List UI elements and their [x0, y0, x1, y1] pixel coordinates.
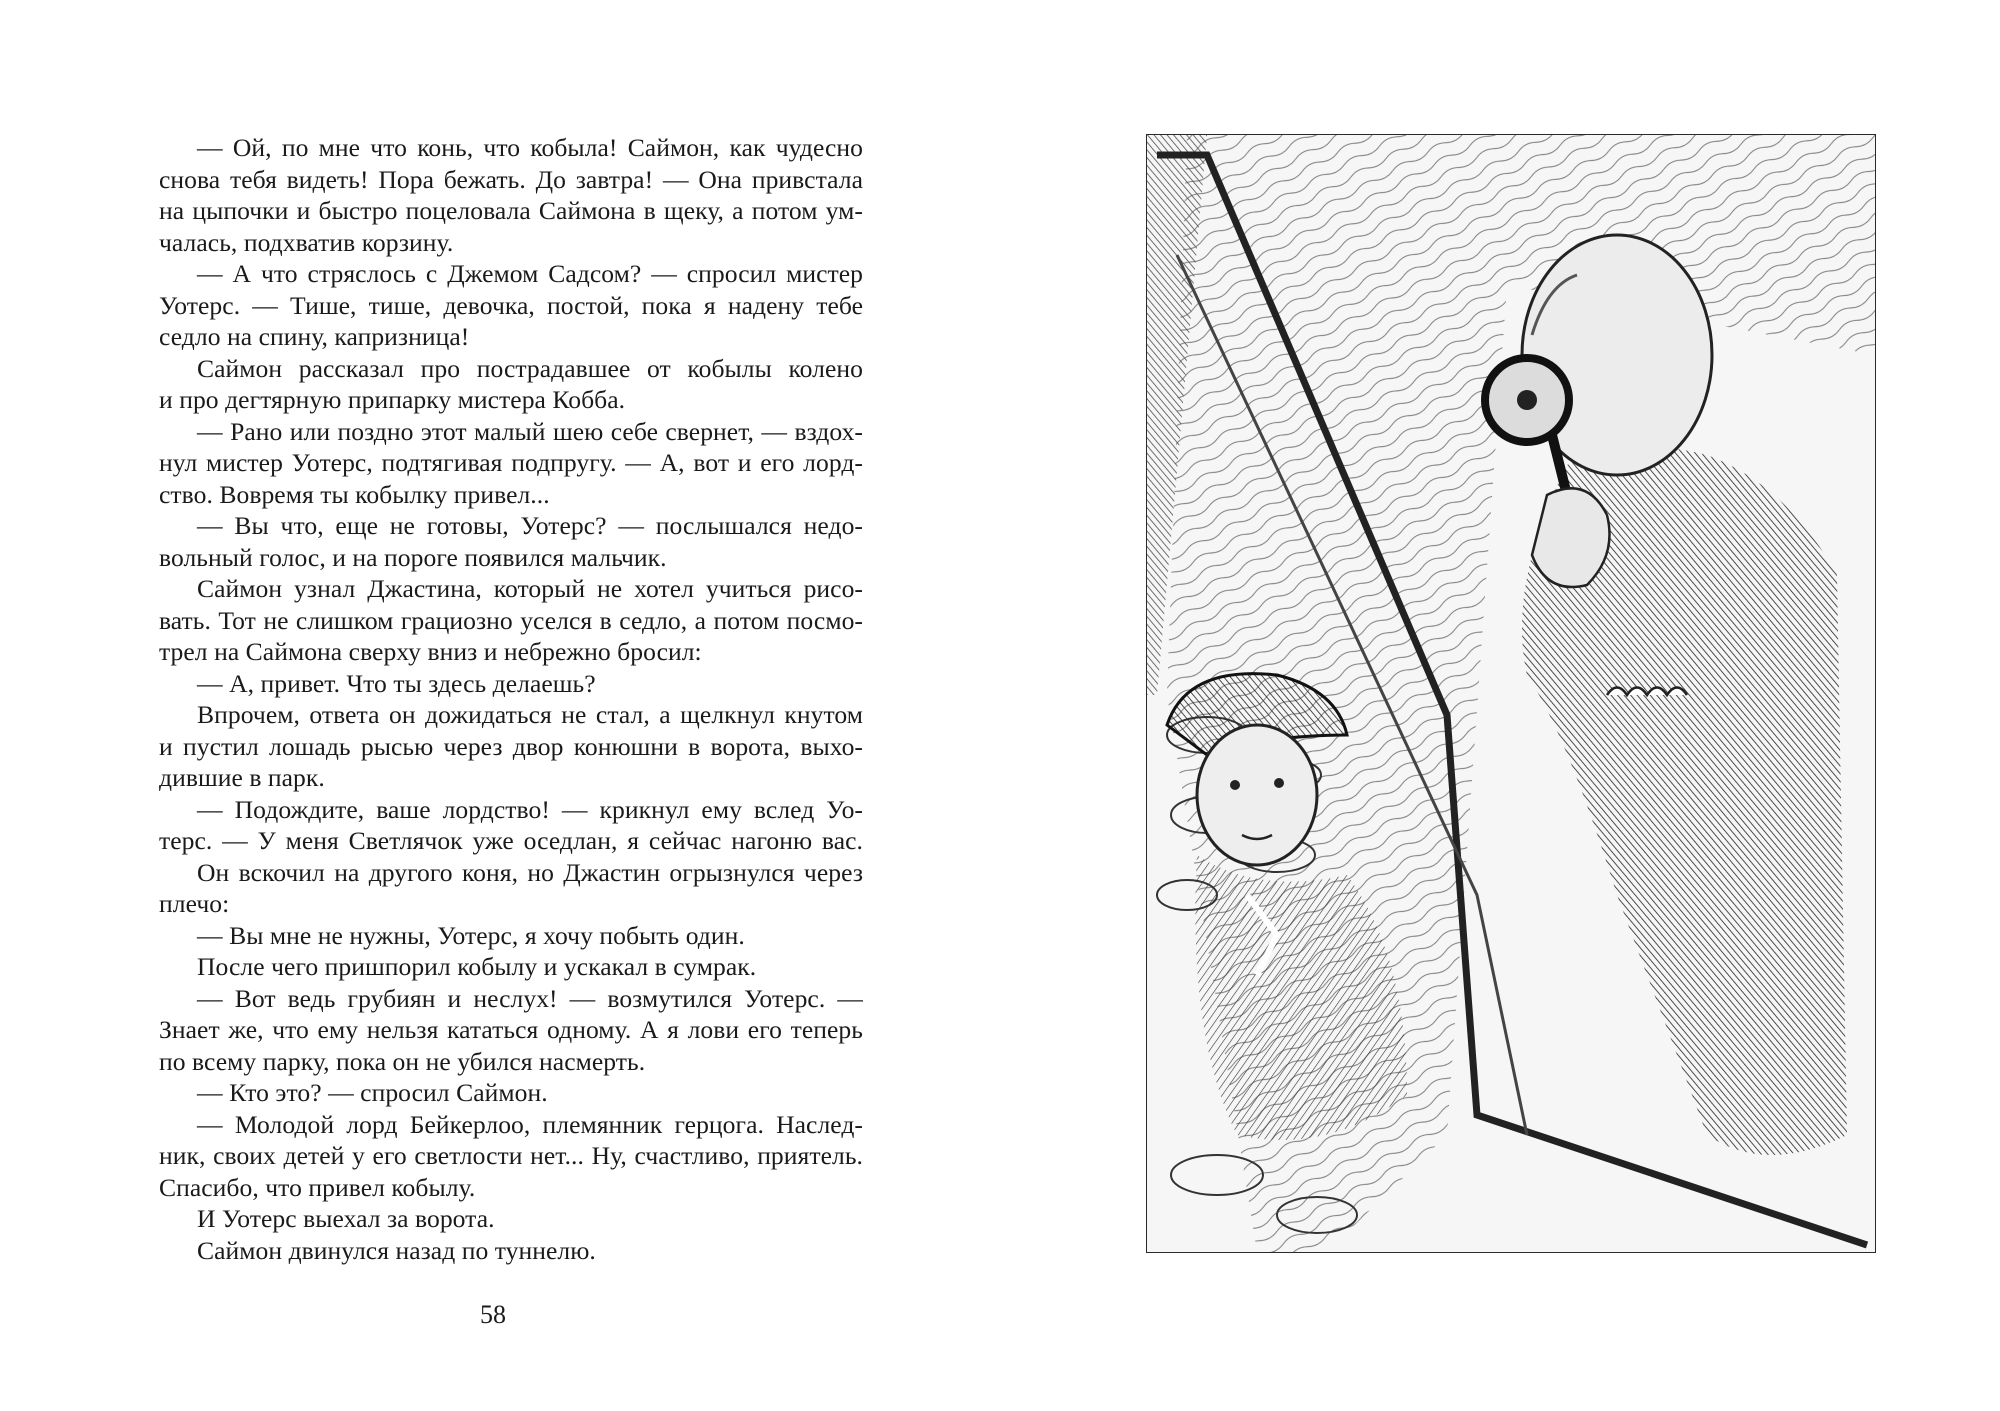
text-line: — Вы что, еще не готовы, Уотерс? — послышался недо-	[197, 511, 863, 540]
text-line: вать. Тот не слишком грациозно уселся в седло, а потом посмо-	[159, 605, 863, 635]
text-line: — Ой, по мне что конь, что кобыла! Саймон, как чудесно	[197, 133, 863, 162]
text-line: Уотерс. — Тише, тише, девочка, постой, пока я надену тебе	[159, 290, 863, 320]
text-line: дившие в парк.	[159, 763, 325, 792]
text-line: — Вот ведь грубиян и неслух! — возмутился Уотерс. —	[197, 983, 863, 1013]
illustration-drawing	[1147, 135, 1875, 1252]
text-line: и пустил лошадь рысью через двор конюшни в ворота, выхо-	[159, 731, 863, 761]
text-line: — Подождите, ваше лордство! — крикнул ему вслед Уо-	[197, 794, 863, 824]
left-page-text	[159, 132, 863, 1266]
text-line: трел на Саймона сверху вниз и небрежно бросил:	[159, 637, 702, 666]
text-line: И Уотерс выехал за ворота.	[197, 1204, 495, 1233]
text-line: нул мистер Уотерс, подтягивая подпругу. — А, вот и его лорд-	[159, 448, 863, 477]
illustration	[1146, 134, 1876, 1253]
text-line: — А что стряслось с Джемом Садсом? — спросил мистер	[197, 259, 863, 288]
text-line: После чего пришпорил кобылу и ускакал в сумрак.	[197, 952, 757, 981]
text-line: — Рано или поздно этот малый шею себе свернет, — вздох-	[197, 416, 863, 446]
text-line: вольный голос, и на пороге появился мальчик.	[159, 542, 667, 572]
text-line: Саймон рассказал про пострадавшее от кобылы колено	[197, 353, 863, 383]
text-line: и про дегтярную припарку мистера Кобба.	[159, 385, 626, 414]
text-line: терс. — У меня Светлячок уже оседлан, я сейчас нагоню вас.	[159, 826, 863, 855]
text-line: чалась, подхватив корзину.	[159, 227, 454, 257]
text-line: по всему парку, пока он не убился насмерть.	[159, 1046, 646, 1076]
text-line: Спасибо, что привел кобылу.	[159, 1172, 476, 1202]
text-line: — Вы мне не нужны, Уотерс, я хочу побыть один.	[197, 920, 745, 950]
text-line: Саймон двинулся назад по туннелю.	[197, 1235, 596, 1265]
text-line: Он вскочил на другого коня, но Джастин огрызнулся через	[197, 857, 863, 887]
text-line: седло на спину, капризница!	[159, 322, 470, 351]
text-line: — Кто это? — спросил Саймон.	[197, 1078, 548, 1107]
text-line: Впрочем, ответа он дожидаться не стал, а щелкнул кнутом	[197, 700, 863, 729]
page-number: 58	[480, 1300, 506, 1329]
text-line: снова тебя видеть! Пора бежать. До завтра! — Она привстала	[159, 164, 863, 194]
text-line: на цыпочки и быстро поцеловала Саймона в щеку, а потом ум-	[159, 196, 863, 225]
text-line: Знает же, что ему нельзя кататься одному. А я лови его теперь	[159, 1015, 863, 1044]
text-line: плечо:	[159, 889, 230, 918]
text-line: Саймон узнал Джастина, который не хотел учиться рисо-	[197, 574, 863, 603]
text-line: ство. Вовремя ты кобылку привел...	[159, 479, 550, 509]
text-line: ник, своих детей у его светлости нет... Ну, счастливо, приятель.	[159, 1141, 863, 1170]
text-line: — А, привет. Что ты здесь делаешь?	[197, 668, 596, 698]
text-line: — Молодой лорд Бейкерлоо, племянник герцога. Наслед-	[197, 1109, 863, 1139]
